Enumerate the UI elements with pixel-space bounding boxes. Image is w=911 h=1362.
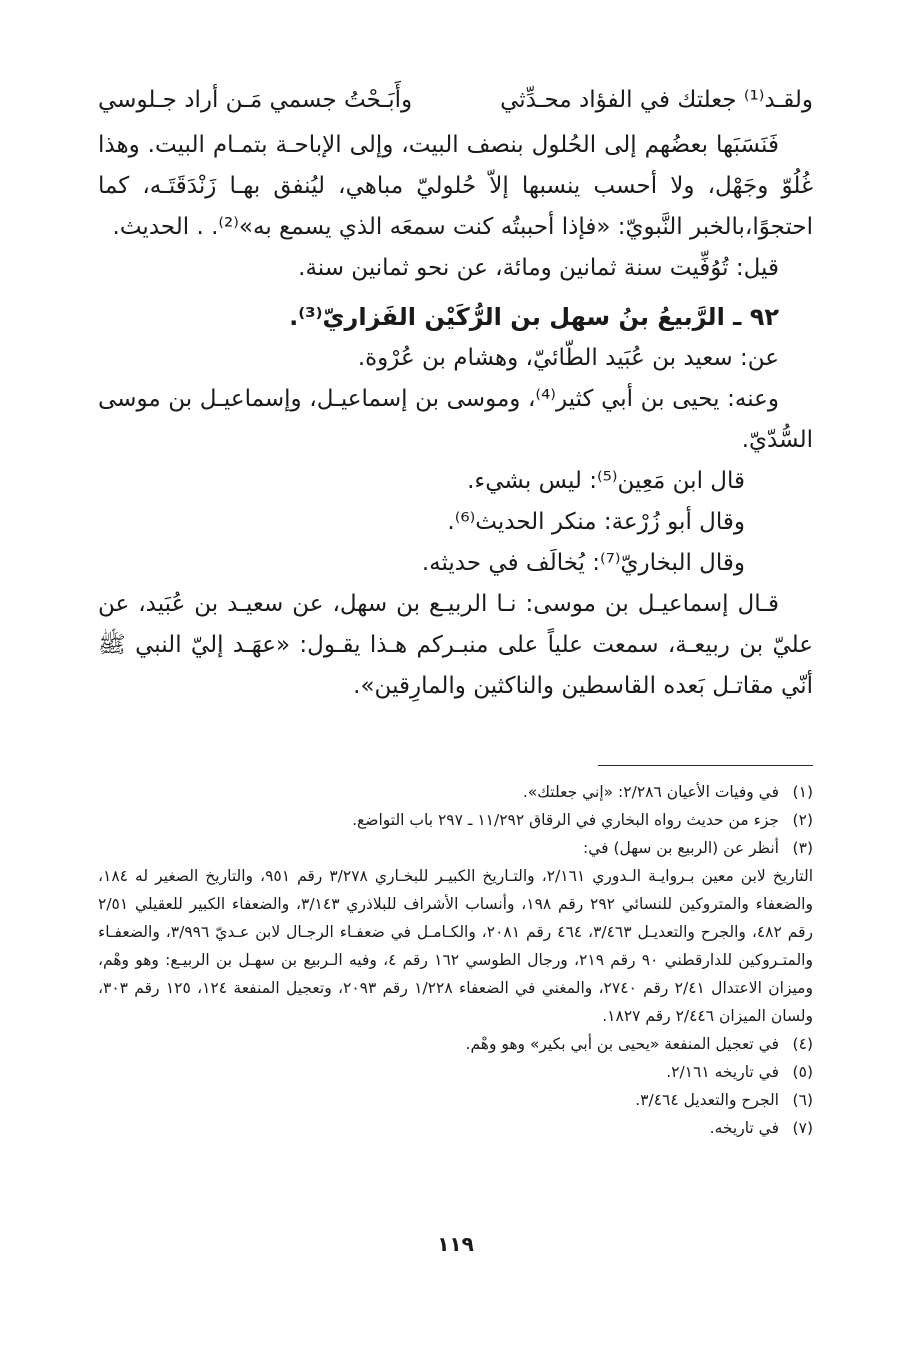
footnote-number: (١) (792, 783, 813, 801)
footnote-number: (٣) (792, 839, 813, 857)
footnote-number: (٧) (792, 1119, 813, 1137)
footnote-item (98, 1058, 813, 1086)
footnote-item (98, 778, 813, 806)
footnote-number: (٢) (792, 811, 813, 829)
narrated-by-line: وعنه: يحيى بن أبي كثير⁽⁴⁾، وموسى بن إسماعيـل، وإسماعيـل بن موسى السُّدّيّ. (98, 386, 813, 453)
footnote-text: أنظر عن (الربيع بن سهل) في: (582, 839, 779, 857)
footnote-text: جزء من حديث رواه البخاري في الرقاق ١١/٢٩٢ ـ ٢٩٧ باب التواضع. (352, 811, 779, 829)
footnote-item (98, 1086, 813, 1114)
footnote-number: (٤) (792, 1035, 813, 1053)
footnote-text: في تاريخه ٢/١٦١. (666, 1063, 779, 1081)
footnote-item (98, 834, 813, 862)
footnote-text: في وفيات الأعيان ٢/٢٨٦: «إني جعلتك». (522, 783, 779, 801)
footnote-item (98, 1114, 813, 1142)
footnote-item (98, 806, 813, 834)
commentary-paragraph: فَنَسَبَها بعضُهم إلى الحُلول بنصف البيت، وإلى الإباحـة بتمـام البيت. وهذا غُلُوّ وجَهْل، ولا أحسب ينسبها إلاّ حُلوليّ مباهي، ليُنفق بهـا زَنْدَقَتَـه، كما احتجوًا،بالخبر النَّبويّ: «فإذا أحببتُه كنت سمعَه الذي يسمع به»⁽²⁾. . الحديث. (98, 132, 813, 240)
footnote-text: في تعجيل المنفعة «يحيى بن أبي بكير» وهو وهْم. (465, 1035, 779, 1053)
death-note: قيل: تُوُفِّيت سنة ثمانين ومائة، عن نحو ثمانين سنة. (298, 255, 779, 281)
footnote-sources-block (98, 862, 813, 1030)
footnote-text: في تاريخه. (709, 1119, 779, 1137)
footnote-item (98, 1030, 813, 1058)
footnote-number: (٦) (792, 1091, 813, 1109)
footnote-number: (٥) (792, 1063, 813, 1081)
narrated-from-line: عن: سعيد بن عُبَيد الطّائيّ، وهشام بن عُرْوة. (357, 345, 779, 371)
footnotes (98, 778, 813, 1142)
critic-quote-bukhari: وقال البخاريّ⁽⁷⁾: يُخالَف في حديثه. (421, 550, 745, 576)
footnote-divider (598, 765, 813, 766)
critic-quote-abu-zura: وقال أبو زُرْعة: منكر الحديث⁽⁶⁾. (447, 509, 745, 535)
page-number: ١١٩ (437, 1232, 474, 1256)
main-text (98, 80, 813, 707)
poem-second-hemistich: وأَبَـحْتُ جسمي مَـن أراد جـلوسي (98, 87, 413, 113)
footnote-sources-text: التاريخ لابن معين بـروايـة الـدوري ٢/١٦١، والتـاريخ الكبيـر للبخـاري ٣/٢٧٨ رقم ٩٥١، والتاريخ الصغير له ١٨٤، والضعفاء والمتروكين للنسائي ٢٩٢ رقم ١٩٨، وأنساب الأشراف للبلاذري ٣/١٤٣، والضعفاء الكبير للعقيلي ٢/٥١ رقم ٤٨٢، والجرح والتعديـل ٣/٤٦٣، ٤٦٤ رقم ٢٠٨١، والكـامـل في ضعفـاء الرجـال لابن عـديّ ٣/٩٩٦، والضعفـاء والمتـروكين للدارقطني ٩٠ رقم ٢١٩، ورجال الطوسي ١٦٢ رقم ٤، وفيه الـربيع بن سهـل بن الربيـع: وهو وهْم، وميزان الاعتدال ٢/٤١ رقم ٢٧٤٠، والمغني في الضعفاء ١/٢٢٨ رقم ٢٠٩٣، وتعجيل المنفعة ١٢٤، ١٢٥ رقم ٣٠٣، ولسان الميزان ٢/٤٤٦ رقم ١٨٢٧. (98, 867, 813, 1025)
critic-quote-ibn-main: قال ابن مَعِين⁽⁵⁾: ليس بشيء. (467, 468, 745, 494)
footnote-text: الجرح والتعديل ٣/٤٦٤. (635, 1091, 779, 1109)
entry-heading: ٩٢ ـ الرَّبيعُ بنُ سهل بن الرُّكَيْن الفَزاريّ⁽³⁾. (289, 303, 779, 331)
narration-paragraph: قـال إسماعيـل بن موسى: نـا الربيـع بن سهل، عن سعيـد بن عُبَيد، عن عليّ بن ربيعـة، سمعت علياً على منبـركم هـذا يقـول: «عهَـد إليّ النبي ﷺ أنّي مقاتـل بَعده القاسطين والناكثين والمارِقين». (98, 591, 813, 699)
poem-first-hemistich: ولقـد⁽¹⁾ جعلتك في الفؤاد محـدِّثي (500, 87, 813, 113)
poem-verse (98, 80, 813, 121)
